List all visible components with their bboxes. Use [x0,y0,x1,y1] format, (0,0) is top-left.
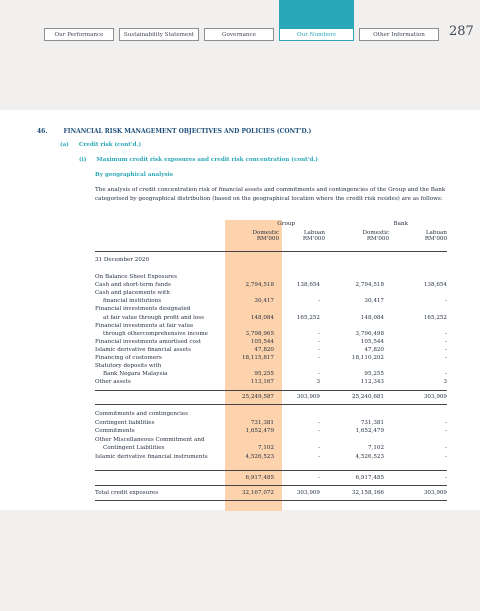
row-value: 105,544 [250,338,274,345]
col2-header: Labuan RM'000 [302,230,325,242]
row-value: 165,252 [296,314,320,321]
row-value: 2,794,518 [245,282,274,289]
subtotal2-row [95,475,447,483]
total-row [95,490,447,498]
row-value: 18,110,202 [351,355,384,361]
row-value: 112,343 [360,379,384,386]
table-row [95,411,447,419]
table-row [95,355,447,363]
row-value: 18,115,817 [241,355,274,361]
header-rule [95,251,447,252]
row-label: at fair value through profit and loss [103,314,205,321]
subtotal1-value: 303,909 [296,394,320,400]
subtotal2-value: 6,917,485 [355,475,384,481]
tab-other-information[interactable]: Other Information [359,28,439,41]
bank-label: Bank [393,221,408,227]
subtotal2-bottom-rule [95,485,447,486]
row-value: 148,084 [250,314,274,321]
row-value: - [445,338,447,345]
subsection-i-number: (i) [79,157,87,163]
row-value: 95,255 [254,371,274,378]
date-label: 31 December 2020 [95,257,150,263]
row-label: Islamic derivative financial assets [95,346,191,353]
row-value: 3,798,965 [245,330,274,337]
row-value: 105,544 [360,338,384,345]
row-value: 7,102 [367,445,384,451]
total-value: 32,158,166 [351,490,384,496]
table-row [95,298,447,306]
subtotal1-row [95,394,447,402]
row-value: 47,820 [364,346,384,353]
row-label: Statutory deposits with [95,363,162,370]
col3-header: Domestic RM'000 [362,230,389,242]
row-value: - [318,419,320,426]
table-row [95,331,447,339]
geographical-heading: By geographical analysis [95,172,173,178]
section-heading: FINANCIAL RISK MANAGEMENT OBJECTIVES AND POLICIES (CONT'D.) [63,128,312,135]
row-value: - [445,428,447,434]
row-label: Other Miscellaneous Commitment and [95,436,205,443]
table-row [95,420,447,428]
table-row [95,323,447,331]
row-value: 3 [443,379,447,386]
row-value: 95,255 [364,371,384,378]
tab-governance[interactable]: Governance [204,28,274,41]
row-value: 138,654 [423,282,447,289]
row-value: - [445,298,447,305]
tab-sustainability-statement[interactable]: Sustainability Statement [119,28,199,41]
row-label: Cash and short-term funds [95,282,171,289]
subtotal2-value: 6,917,485 [245,475,274,481]
table-row [95,274,447,282]
total-bottom-rule [95,500,447,501]
date-row [95,257,447,265]
row-value: 1,652,479 [245,428,274,434]
table-row [95,445,447,453]
total-value: 32,167,072 [241,490,274,496]
row-value: - [445,453,447,460]
subsection-a-title: Credit risk (cont'd.) [78,142,142,148]
row-label: Commitments and contingencies [95,411,189,417]
row-label: Contingent liabilities [95,419,155,426]
row-value: - [318,371,320,378]
row-value: - [445,355,447,361]
footer-background [0,510,480,611]
row-label: Financial investments amortised cost [95,338,202,345]
row-label: Contingent Liabilities [103,445,165,451]
table-row [95,379,447,387]
row-value: - [445,445,447,451]
row-label: Islamic derivative financial instruments [95,453,208,460]
section-title [37,128,311,135]
row-value: 7,102 [257,445,274,451]
row-value: - [445,371,447,378]
col1-header: Domestic RM'000 [252,230,279,242]
row-value: 30,417 [254,298,274,305]
total-label: Total credit exposures [95,490,159,496]
row-value: - [318,453,320,460]
subsection-a-number: (a) [60,142,69,148]
row-label: On Balance Sheet Exposures [95,274,177,280]
row-label: Other assets [95,379,131,386]
subsection-i-title: Maximum credit risk exposures and credit risk concentration (cont'd.) [96,157,318,163]
subsection-a [60,142,141,148]
table-row [95,371,447,379]
row-value: 148,084 [360,314,384,321]
row-label: Financing of customers [95,355,162,361]
row-value: 30,417 [364,298,384,305]
row-label: financial institutions [103,298,162,305]
row-value: - [318,355,320,361]
intro-paragraph: The analysis of credit concentration risk of financial assets and commitments and contingencies of the Group and the Bank categorised by geographical distribution (based on the geographical location where the credit risk resides) are as follows: [95,187,446,202]
row-value: - [318,428,320,434]
table-row [95,306,447,314]
table-row [95,339,447,347]
subtotal2-value: - [445,475,447,481]
total-value: 303,909 [296,490,320,496]
table-row [95,315,447,323]
subtotal1-value: 25,249,587 [241,394,274,400]
table-row [95,363,447,371]
row-value: - [445,419,447,426]
row-value: 4,526,523 [355,453,384,460]
col4-header: Labuan RM'000 [424,230,447,242]
row-value: - [318,330,320,337]
subtotal1-value: 25,240,681 [351,394,384,400]
group-label: Group [277,221,295,227]
row-value: 47,820 [254,346,274,353]
row-value: 138,654 [296,282,320,289]
row-value: - [445,346,447,353]
table-row [95,347,447,355]
table-row [95,290,447,298]
row-value: 3 [316,379,320,386]
row-value: 113,167 [250,379,274,386]
subsection-i [79,157,318,163]
table-row [95,428,447,436]
row-value: 2,794,518 [355,282,384,289]
row-value: - [445,330,447,337]
tab-our-numbers[interactable]: Our Numbers [279,28,354,41]
row-value: - [318,445,320,451]
header-background [0,0,480,110]
row-value: 731,381 [250,419,274,426]
row-label: Commitments [95,428,135,434]
row-label: Financial investments designated [95,306,191,313]
row-label: Bank Negara Malaysia [103,371,168,378]
subtotal1-rule [95,390,447,391]
active-tab-accent [279,0,354,28]
row-value: 165,252 [423,314,447,321]
subtotal2-value: - [318,475,320,481]
row-value: - [318,346,320,353]
table-row [95,282,447,290]
row-value: - [318,338,320,345]
row-value: 4,526,523 [245,453,274,460]
row-value: 731,381 [360,419,384,426]
section-number: 46. [37,128,48,135]
row-value: 3,796,498 [355,330,384,337]
subtotal2-rule [95,470,447,471]
table-row [95,437,447,445]
row-label: Cash and placements with [95,290,170,297]
row-label: through othercomprehensive income [103,330,208,337]
row-label: Financial investments at fair value [95,322,194,329]
subtotal1-value: 303,909 [423,394,447,400]
tab-our-performance[interactable]: Our Performance [44,28,114,41]
total-value: 303,909 [423,490,447,496]
subtotal1-bottom-rule [95,404,447,405]
page-number: 287 [449,24,474,39]
row-value: - [318,298,320,305]
table-row [95,454,447,462]
row-value: 1,652,479 [355,428,384,434]
